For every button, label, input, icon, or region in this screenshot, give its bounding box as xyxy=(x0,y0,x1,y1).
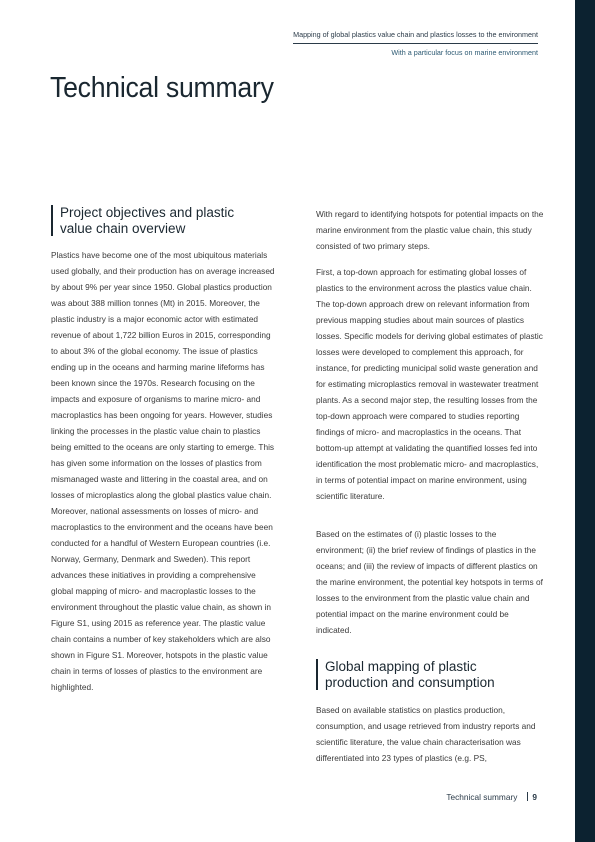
section-heading-objectives: Project objectives and plastic value chain overview xyxy=(51,205,265,236)
paragraph-top-down: First, a top-down approach for estimating global losses of plastics to the environment across the plastics value chain. The top-down approach drew on relevant information from previous mapping studies about main sources of plastics losses. Specific models for deriving global estimates of plastic losses were developed to complement this approach, for instance, for predicting municipal solid waste generation and for estimating microplastics removal in wastewater treatment plants. As a second major step, the resulting losses from the top-down approach were compared to studies reporting findings of micro- and macroplastics in the oceans. That bottom-up attempt at validating the quantified losses fed into identification the most problematic micro- and macroplastics, in terms of potential impact on marine environment, using scientific literature. xyxy=(316,267,543,501)
page-footer xyxy=(446,792,537,802)
footer-divider xyxy=(527,792,528,801)
running-header xyxy=(293,29,538,59)
paragraph-objectives: Plastics have become one of the most ubiquitous materials used globally, and their production has on average increased by about 9% per year since 1950. Global plastics production was about 388 million tonnes (Mt) in 2015. Moreover, the plastic industry is a major economic actor with estimated revenue of about 1,722 billion Euros in 2015, corresponding to about 3% of the global economy. The issue of plastics ending up in the oceans and harming marine lifeforms has been known since the 1970s. Research focusing on the impacts and exposure of organisms to marine micro- and macroplastics has been ongoing for years. However, studies linking the processes in the plastic value chain to plastics being emitted to the oceans are only starting to emerge. This has given some information on the losses of plastics from mismanaged waste and littering in the coastal area, and on losses of microplastics along the global plastics value chain. Moreover, national assessments on losses of micro- and macroplastics to the environment and the oceans have been conducted for a handful of Western European countries (i.e. Norway, Germany, Denmark and Sweden). This report advances these initiatives in providing a comprehensive global mapping of micro- and macroplastic losses to the environment throughout the plastic value chain, as shown in Figure S1, using 2015 as reference year. The plastic value chain contains a number of key stakeholders which are also shown in Figure S1. Moreover, hotspots in the plastic value chain in terms of losses of plastics to the environment are highlighted. xyxy=(51,250,275,692)
page-number: 9 xyxy=(532,792,537,802)
footer-label: Technical summary xyxy=(446,792,518,802)
header-subtitle: With a particular focus on marine environment xyxy=(391,48,538,57)
paragraph-production-stats: Based on available statistics on plastics production, consumption, and usage retrieved from industry reports and scientific literature, the value chain characterisation was differentiated into 23 types of plastics (e.g. PS, xyxy=(316,705,536,763)
side-accent-bar xyxy=(575,0,595,842)
paragraph-hotspots-intro: With regard to identifying hotspots for potential impacts on the marine environment from the plastic value chain, this study consisted of two primary steps. xyxy=(316,209,544,251)
paragraph-estimates: Based on the estimates of (i) plastic losses to the environment; (ii) the brief review of findings of plastics in the oceans; and (iii) the review of impacts of different plastics on the marine environment, the potential key hotspots in terms of losses to the environment from the plastic value chain and potential impact on the marine environment could be indicated. xyxy=(316,529,543,635)
section-heading-global-mapping: Global mapping of plastic production and consumption xyxy=(316,659,525,690)
header-title: Mapping of global plastics value chain and plastics losses to the environment xyxy=(293,29,538,44)
page-title: Technical summary xyxy=(50,72,274,104)
